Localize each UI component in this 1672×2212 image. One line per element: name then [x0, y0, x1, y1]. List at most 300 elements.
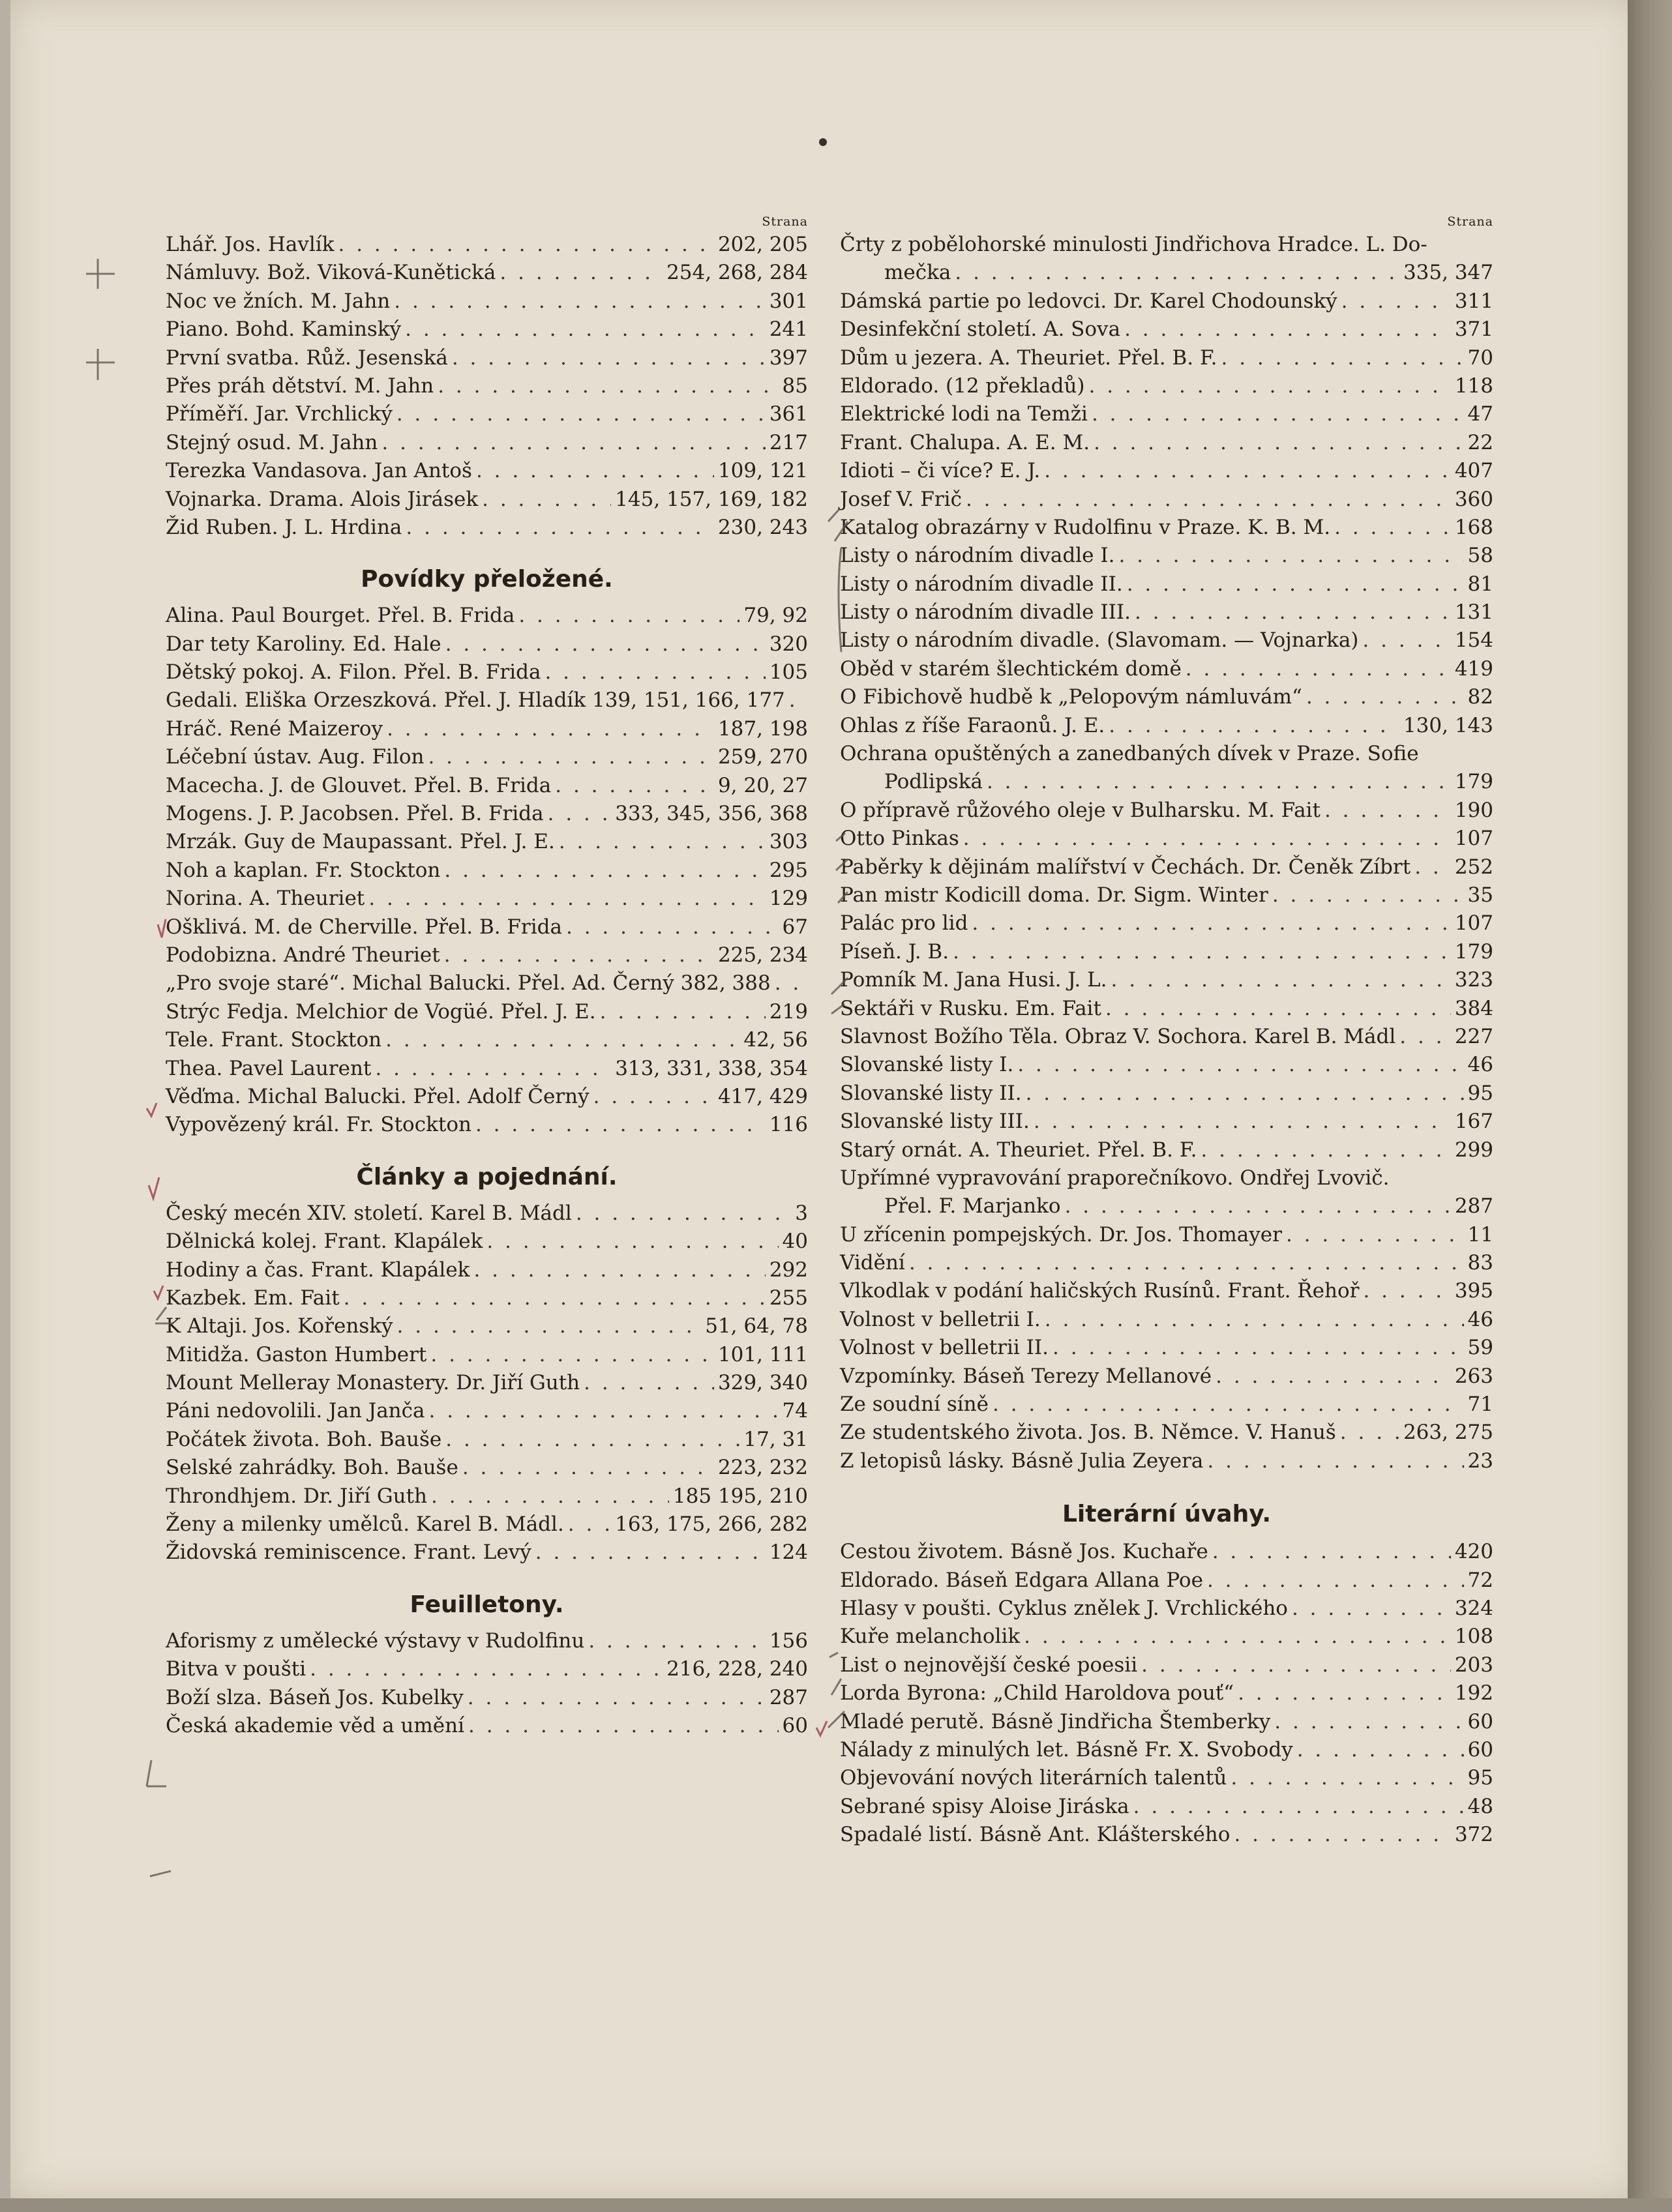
- index-entry: [840, 712, 1493, 740]
- dot-leader: [1024, 1623, 1451, 1651]
- entry-pages: 335, 347: [1403, 261, 1493, 285]
- entry-title: Dětský pokoj. A. Filon. Přel. B. Frida: [166, 660, 541, 685]
- entry-pages: 46: [1467, 1307, 1493, 1331]
- entry-pages: 108: [1454, 1625, 1493, 1649]
- dot-leader: [588, 1627, 765, 1655]
- entry-pages: 333, 345, 356, 368: [615, 802, 808, 826]
- strana-label-right: Strana: [1447, 214, 1493, 229]
- dot-leader: [1026, 1080, 1464, 1108]
- entry-title: Mladé perutě. Básně Jindřicha Štemberky: [840, 1709, 1271, 1733]
- entry-title: Vidění: [840, 1251, 905, 1275]
- dot-leader: [1399, 1023, 1451, 1051]
- entry-pages: 82: [1467, 685, 1493, 709]
- index-entry: [166, 1256, 808, 1284]
- entry-pages: 81: [1467, 572, 1493, 596]
- index-entry: [166, 429, 808, 457]
- entry-pages: 203: [1454, 1653, 1493, 1677]
- index-entry: [840, 1192, 1493, 1220]
- index-entry: [166, 1341, 808, 1369]
- entry-pages: 3: [795, 1201, 808, 1225]
- entry-pages: 40: [782, 1230, 808, 1254]
- entry-title: K Altaji. Jos. Kořenský: [166, 1314, 393, 1338]
- index-entry: [840, 1595, 1493, 1623]
- index-entry: [840, 1821, 1493, 1849]
- dot-leader: [966, 486, 1451, 514]
- dot-leader: [381, 429, 765, 457]
- entry-pages: 95: [1467, 1081, 1493, 1105]
- dot-leader: [1111, 966, 1451, 994]
- entry-pages: 124: [769, 1541, 808, 1565]
- index-entry: [166, 1511, 808, 1539]
- dot-leader: [600, 998, 766, 1026]
- dot-leader: [535, 1539, 766, 1567]
- entry-pages: 419: [1454, 656, 1493, 681]
- entry-title: Mitidža. Gaston Humbert: [166, 1342, 427, 1366]
- entry-pages: 295: [769, 858, 808, 882]
- index-entry: [166, 1539, 808, 1567]
- index-entry: [840, 1221, 1493, 1249]
- entry-title: Hlasy v poušti. Cyklus znělek J. Vrchlického: [840, 1596, 1288, 1620]
- index-entry: [166, 1200, 808, 1228]
- dot-leader: [1094, 429, 1463, 457]
- entry-title: Listy o národním divadle I.: [840, 544, 1115, 568]
- entry-title: Throndhjem. Dr. Jiří Guth: [166, 1484, 428, 1508]
- entry-title: Stejný osud. M. Jahn: [166, 430, 378, 454]
- dot-leader: [396, 400, 766, 428]
- index-entry: [166, 1655, 808, 1683]
- dot-leader: [486, 1228, 778, 1256]
- index-entry: [840, 570, 1493, 598]
- entry-title: Katalog obrazárny v Rudolfinu v Praze. K. B. M.: [840, 515, 1331, 539]
- entry-title: Sektáři v Rusku. Em. Fait: [840, 996, 1101, 1020]
- entry-pages: 35: [1467, 883, 1493, 907]
- entry-title: Lorda Byrona: „Child Haroldova pouť“: [840, 1681, 1234, 1705]
- entry-pages: 74: [782, 1399, 808, 1423]
- index-entry: [840, 768, 1493, 796]
- entry-pages: 417, 429: [717, 1084, 808, 1108]
- entry-title: List o nejnovější české poesii: [840, 1653, 1138, 1677]
- entry-title: Alina. Paul Bourget. Přel. B. Frida: [166, 604, 515, 628]
- entry-title: Nálady z minulých let. Básně Fr. X. Svobody: [840, 1737, 1293, 1762]
- entry-title: Přes práh dětství. M. Jahn: [166, 374, 434, 398]
- entry-pages: 70: [1467, 346, 1493, 370]
- dot-leader: [1089, 372, 1451, 400]
- dot-leader: [1414, 853, 1451, 881]
- index-entry: [166, 1627, 808, 1655]
- index-entry: [840, 316, 1493, 344]
- index-entry: [166, 1426, 808, 1454]
- index-entry: [166, 885, 808, 913]
- dot-leader: [1044, 457, 1451, 485]
- entry-title: Eldorado. (12 překladů): [840, 374, 1085, 398]
- index-entry: [166, 288, 808, 316]
- index-entry: [166, 857, 808, 885]
- index-entry: [166, 941, 808, 969]
- index-entry: [166, 1284, 808, 1312]
- dot-leader: [428, 743, 714, 771]
- entry-pages: 219: [769, 999, 808, 1024]
- index-entry: [840, 1136, 1493, 1164]
- entry-pages: 47: [1467, 402, 1493, 426]
- entry-title: Tele. Frant. Stockton: [166, 1028, 382, 1052]
- entry-title: „Pro svoje staré“. Michal Balucki. Přel. Ad. Černý 382, 388: [166, 971, 771, 995]
- entry-pages: 324: [1454, 1596, 1493, 1620]
- dot-leader: [1092, 400, 1464, 428]
- index-entry: [166, 1312, 808, 1340]
- index-entry: [166, 998, 808, 1026]
- entry-title: Páni nedovolili. Jan Janča: [166, 1399, 425, 1423]
- heading-povidky: Povídky přeložené.: [361, 566, 613, 593]
- entry-title: Terezka Vandasova. Jan Antoš: [166, 459, 472, 483]
- dot-leader: [1286, 1221, 1464, 1249]
- dot-leader: [475, 1111, 766, 1139]
- index-entry: [166, 231, 808, 259]
- index-entry: [840, 429, 1493, 457]
- entry-pages: 361: [769, 402, 808, 426]
- entry-pages: 46: [1467, 1053, 1493, 1077]
- dot-leader: [476, 457, 714, 485]
- index-entry: [840, 683, 1493, 711]
- entry-title: Sebrané spisy Aloise Jiráska: [840, 1794, 1129, 1818]
- entry-pages: 154: [1454, 628, 1493, 653]
- entry-title: Ošklivá. M. de Cherville. Přel. B. Frida: [166, 915, 562, 939]
- entry-pages: 83: [1467, 1251, 1493, 1275]
- entry-title: Macecha. J. de Glouvet. Přel. B. Frida: [166, 773, 552, 797]
- entry-title: Česká akademie věd a umění: [166, 1713, 465, 1737]
- dot-leader: [568, 1511, 611, 1539]
- entry-pages: 17, 31: [743, 1427, 808, 1451]
- entry-pages: 320: [769, 632, 808, 656]
- heading-feuilletony: Feuilletony.: [410, 1591, 564, 1618]
- dot-leader: [405, 316, 766, 344]
- entry-pages: 11: [1467, 1222, 1493, 1246]
- dot-leader: [387, 715, 714, 743]
- clanky-list: [166, 1200, 808, 1567]
- entry-pages: 179: [1454, 770, 1493, 794]
- index-entry: [166, 658, 808, 686]
- entry-pages: 287: [1454, 1194, 1493, 1218]
- entry-title: Cestou životem. Básně Jos. Kuchaře: [840, 1540, 1208, 1564]
- entry-title: Objevování nových literárních talentů: [840, 1766, 1227, 1790]
- dot-leader: [576, 1200, 791, 1228]
- index-entry: [840, 853, 1493, 881]
- entry-pages: 259, 270: [717, 745, 808, 769]
- entry-title: Eldorado. Báseň Edgara Allana Poe: [840, 1568, 1203, 1592]
- entry-title: Piano. Bohd. Kaminský: [166, 317, 402, 342]
- index-entry: [840, 1567, 1493, 1595]
- entry-title: Přel. F. Marjanko: [884, 1194, 1061, 1218]
- dot-leader: [452, 344, 766, 372]
- entry-title: Mogens. J. P. Jacobsen. Přel. B. Frida: [166, 802, 544, 826]
- index-entry: [166, 743, 808, 771]
- index-entry: [166, 828, 808, 856]
- index-entry: [166, 1482, 808, 1511]
- index-entry: [166, 1026, 808, 1054]
- index-entry: [840, 797, 1493, 825]
- dot-leader: [789, 686, 804, 715]
- dot-leader: [1292, 1595, 1451, 1623]
- index-entry: [840, 288, 1493, 316]
- dot-leader: [909, 1249, 1464, 1277]
- entry-title: Ohlas z říše Faraonů. J. E.: [840, 713, 1105, 737]
- entry-pages: 9, 20, 27: [717, 773, 808, 797]
- entry-title: Aforismy z umělecké výstavy v Rudolfinu: [166, 1629, 585, 1653]
- index-entry: [840, 825, 1493, 853]
- left-top-list: [166, 231, 808, 542]
- entry-pages: 185 195, 210: [672, 1484, 808, 1508]
- entry-title: Pan mistr Kodicill doma. Dr. Sigm. Winter: [840, 883, 1268, 907]
- entry-title: Listy o národním divadle II.: [840, 572, 1123, 596]
- index-entry: [166, 259, 808, 287]
- entry-title: Počátek života. Boh. Bauše: [166, 1427, 442, 1451]
- entry-title: Otto Pinkas: [840, 827, 959, 851]
- entry-pages: 323: [1454, 968, 1493, 992]
- entry-title: Námluvy. Bož. Viková-Kunětická: [166, 261, 496, 285]
- entry-title: Lhář. Jos. Havlík: [166, 233, 335, 256]
- entry-pages: 168: [1454, 515, 1493, 539]
- entry-title: Spadalé listí. Básně Ant. Klášterského: [840, 1823, 1231, 1847]
- entry-title: Desinfekční století. A. Sova: [840, 317, 1121, 342]
- dot-leader: [368, 885, 766, 913]
- index-entry: [840, 1080, 1493, 1108]
- entry-pages: 67: [782, 915, 808, 939]
- dot-leader: [1216, 1363, 1451, 1391]
- entry-pages: 105: [769, 660, 808, 685]
- entry-title: Dělnická kolej. Frant. Klapálek: [166, 1230, 483, 1254]
- entry-title: Listy o národním divadle. (Slavomam. — Vojnarka): [840, 628, 1359, 653]
- strana-label-left: Strana: [762, 214, 808, 229]
- dot-leader: [1272, 881, 1464, 909]
- index-entry: [840, 881, 1493, 909]
- index-entry: [840, 1679, 1493, 1707]
- dot-leader: [1133, 1793, 1464, 1821]
- index-entry: [166, 316, 808, 344]
- dot-leader: [397, 1312, 702, 1340]
- dot-leader: [431, 1482, 669, 1511]
- povidky-list: [166, 602, 808, 1139]
- entry-pages: 156: [769, 1629, 808, 1653]
- entry-title: Elektrické lodi na Temži: [840, 402, 1088, 426]
- dot-leader: [1341, 288, 1451, 316]
- dot-leader: [444, 857, 765, 885]
- entry-pages: 217: [769, 430, 808, 454]
- dot-leader: [1340, 1419, 1399, 1447]
- dot-leader: [430, 1341, 714, 1369]
- entry-title: Podobizna. André Theuriet: [166, 943, 440, 967]
- index-entry: [840, 1419, 1493, 1447]
- entry-pages: 254, 268, 284: [666, 261, 808, 285]
- index-entry: [840, 627, 1493, 655]
- index-entry: [840, 966, 1493, 994]
- dot-leader: [1306, 683, 1464, 711]
- entry-pages: 131: [1454, 600, 1493, 625]
- index-entry: [166, 800, 808, 828]
- entry-title: Idioti – či více? E. J.: [840, 459, 1041, 483]
- entry-title: Norina. A. Theuriet: [166, 887, 365, 911]
- entry-pages: 22: [1467, 430, 1493, 454]
- entry-title: Žid Ruben. J. L. Hrdina: [166, 515, 402, 539]
- entry-title: Vlkodlak v podání haličských Rusínů. Frant. Řehoř: [840, 1279, 1360, 1303]
- dot-leader: [500, 259, 663, 287]
- index-entry: [840, 1708, 1493, 1736]
- index-entry: [840, 938, 1493, 966]
- index-entry: [840, 1538, 1493, 1566]
- entry-title: Hráč. René Maizeroy: [166, 716, 383, 741]
- index-entry: [166, 1111, 808, 1139]
- index-entry: [166, 1369, 808, 1397]
- dot-leader: [1297, 1736, 1464, 1764]
- entry-pages: 395: [1454, 1279, 1493, 1303]
- entry-pages: 23: [1467, 1449, 1493, 1473]
- entry-title: Český mecén XIV. století. Karel B. Mádl: [166, 1201, 572, 1225]
- entry-pages: 129: [769, 887, 808, 911]
- index-entry: [166, 1712, 808, 1740]
- dot-leader: [1234, 1821, 1450, 1849]
- index-entry: [840, 259, 1493, 287]
- index-entry: [840, 542, 1493, 570]
- entry-pages: 263, 275: [1403, 1421, 1493, 1445]
- entry-title: Josef V. Frič: [840, 487, 962, 511]
- dot-leader: [473, 1256, 765, 1284]
- heading-literarni: Literární úvahy.: [1062, 1501, 1272, 1528]
- dot-leader: [1231, 1764, 1463, 1792]
- entry-pages: 311: [1454, 289, 1493, 313]
- dot-leader: [559, 828, 766, 856]
- index-entry: [166, 1228, 808, 1256]
- index-entry: [166, 1454, 808, 1482]
- entry-pages: 372: [1454, 1823, 1493, 1847]
- page-bottom-edge: [0, 2198, 1672, 2212]
- index-entry: [166, 344, 808, 372]
- entry-title: Selské zahrádky. Boh. Bauše: [166, 1456, 458, 1480]
- entry-pages: 225, 234: [717, 943, 808, 967]
- entry-title: Vojnarka. Drama. Alois Jirásek: [166, 487, 479, 511]
- dot-leader: [1118, 542, 1463, 570]
- entry-title: Ze studentského života. Jos. B. Němce. V. Hanuš: [840, 1421, 1336, 1445]
- entry-pages: 202, 205: [717, 233, 808, 256]
- entry-title: Vzpomínky. Báseň Terezy Mellanové: [840, 1364, 1212, 1388]
- entry-pages: 118: [1454, 374, 1493, 398]
- entry-title: Slovanské listy III.: [840, 1110, 1030, 1134]
- dot-leader: [1362, 627, 1450, 655]
- entry-title: Kuře melancholik: [840, 1625, 1021, 1649]
- index-entry: [166, 457, 808, 485]
- entry-title: Ze soudní síně: [840, 1393, 989, 1417]
- index-entry: [840, 655, 1493, 683]
- dot-leader: [385, 1026, 739, 1054]
- entry-pages: 59: [1467, 1336, 1493, 1360]
- entry-title: Ženy a milenky umělců. Karel B. Mádl.: [166, 1512, 564, 1537]
- entry-pages: 163, 175, 266, 282: [615, 1512, 808, 1537]
- entry-pages: 255: [769, 1286, 808, 1310]
- entry-title: U zřícenin pompejských. Dr. Jos. Thomayer: [840, 1222, 1282, 1246]
- entry-title: Vypovězený král. Fr. Stockton: [166, 1113, 471, 1137]
- entry-pages: 223, 232: [717, 1456, 808, 1480]
- entry-title: Boží slza. Báseň Jos. Kubelky: [166, 1685, 464, 1709]
- index-entry: [166, 1684, 808, 1712]
- dot-leader: [584, 1369, 714, 1397]
- entry-pages: 230, 243: [717, 515, 808, 539]
- entry-title: Volnost v belletrii II.: [840, 1336, 1049, 1360]
- entry-title: Frant. Chalupa. A. E. M.: [840, 430, 1090, 454]
- entry-pages: 130, 143: [1403, 713, 1493, 737]
- dot-leader: [775, 969, 804, 997]
- index-entry: [840, 1447, 1493, 1475]
- entry-title: Listy o národním divadle III.: [840, 600, 1131, 625]
- entry-pages: 42, 56: [743, 1028, 808, 1052]
- index-entry: [166, 400, 808, 428]
- entry-pages: 299: [1454, 1138, 1493, 1162]
- entry-pages: 241: [769, 317, 808, 342]
- index-entry: [840, 514, 1493, 542]
- dot-leader: [1052, 1334, 1464, 1362]
- dot-leader: [1334, 514, 1451, 542]
- entry-title: Dům u jezera. A. Theuriet. Přel. B. F.: [840, 346, 1217, 370]
- entry-title: O Fibichově hudbě k „Pelopovým námluvám“: [840, 685, 1302, 709]
- entry-pages: 60: [1467, 1737, 1493, 1762]
- entry-pages: 107: [1454, 827, 1493, 851]
- entry-title: Léčební ústav. Aug. Filon: [166, 745, 425, 769]
- index-entry: [840, 1249, 1493, 1277]
- dot-leader: [438, 372, 778, 400]
- dot-leader: [1105, 995, 1451, 1023]
- index-entry: [166, 686, 808, 715]
- entry-title: Gedali. Eliška Orzeszková. Přel. J. Hladík 139, 151, 166, 177: [166, 688, 785, 713]
- entry-pages: 227: [1454, 1024, 1493, 1048]
- dot-leader: [518, 602, 739, 630]
- entry-title: O přípravě růžového oleje v Bulharsku. M. Fait: [840, 798, 1321, 822]
- literarni-list: [840, 1538, 1493, 1849]
- dot-leader: [482, 486, 611, 514]
- entry-pages: 313, 331, 338, 354: [615, 1056, 808, 1080]
- entry-title: Slovanské listy II.: [840, 1081, 1022, 1105]
- dot-leader: [1363, 1277, 1450, 1305]
- dot-leader: [406, 514, 714, 542]
- dot-leader: [468, 1712, 779, 1740]
- entry-pages: 60: [1467, 1709, 1493, 1733]
- entry-pages: 145, 157, 169, 182: [615, 487, 808, 511]
- feuilletony-list: [166, 1627, 808, 1741]
- dot-leader: [548, 800, 612, 828]
- dot-leader: [1065, 1192, 1451, 1220]
- binding-gutter: [1628, 0, 1672, 2212]
- dot-leader: [955, 259, 1399, 287]
- index-entry: [840, 1651, 1493, 1679]
- index-entry: [166, 372, 808, 400]
- entry-title: Z letopisů lásky. Básně Julia Zeyera: [840, 1449, 1204, 1473]
- dot-leader: [1221, 344, 1464, 372]
- entry-pages: 107: [1454, 911, 1493, 936]
- index-entry: [166, 514, 808, 542]
- entry-title: Noc ve žních. M. Jahn: [166, 289, 391, 313]
- entry-title: mečka: [884, 261, 951, 285]
- entry-title: Volnost v belletrii I.: [840, 1307, 1041, 1331]
- entry-pages: 371: [1454, 317, 1493, 342]
- entry-pages: 79, 92: [743, 604, 808, 628]
- entry-pages: 95: [1467, 1766, 1493, 1790]
- entry-pages: 303: [769, 830, 808, 854]
- index-entry: [166, 486, 808, 514]
- entry-pages: 420: [1454, 1540, 1493, 1564]
- entry-pages: 292: [769, 1258, 808, 1282]
- index-entry: [840, 1277, 1493, 1305]
- dot-leader: [1124, 316, 1451, 344]
- dot-leader: [445, 630, 766, 658]
- entry-pages: 190: [1454, 798, 1493, 822]
- entry-pages: 179: [1454, 939, 1493, 964]
- dot-leader: [963, 825, 1451, 853]
- index-entry: [840, 1623, 1493, 1651]
